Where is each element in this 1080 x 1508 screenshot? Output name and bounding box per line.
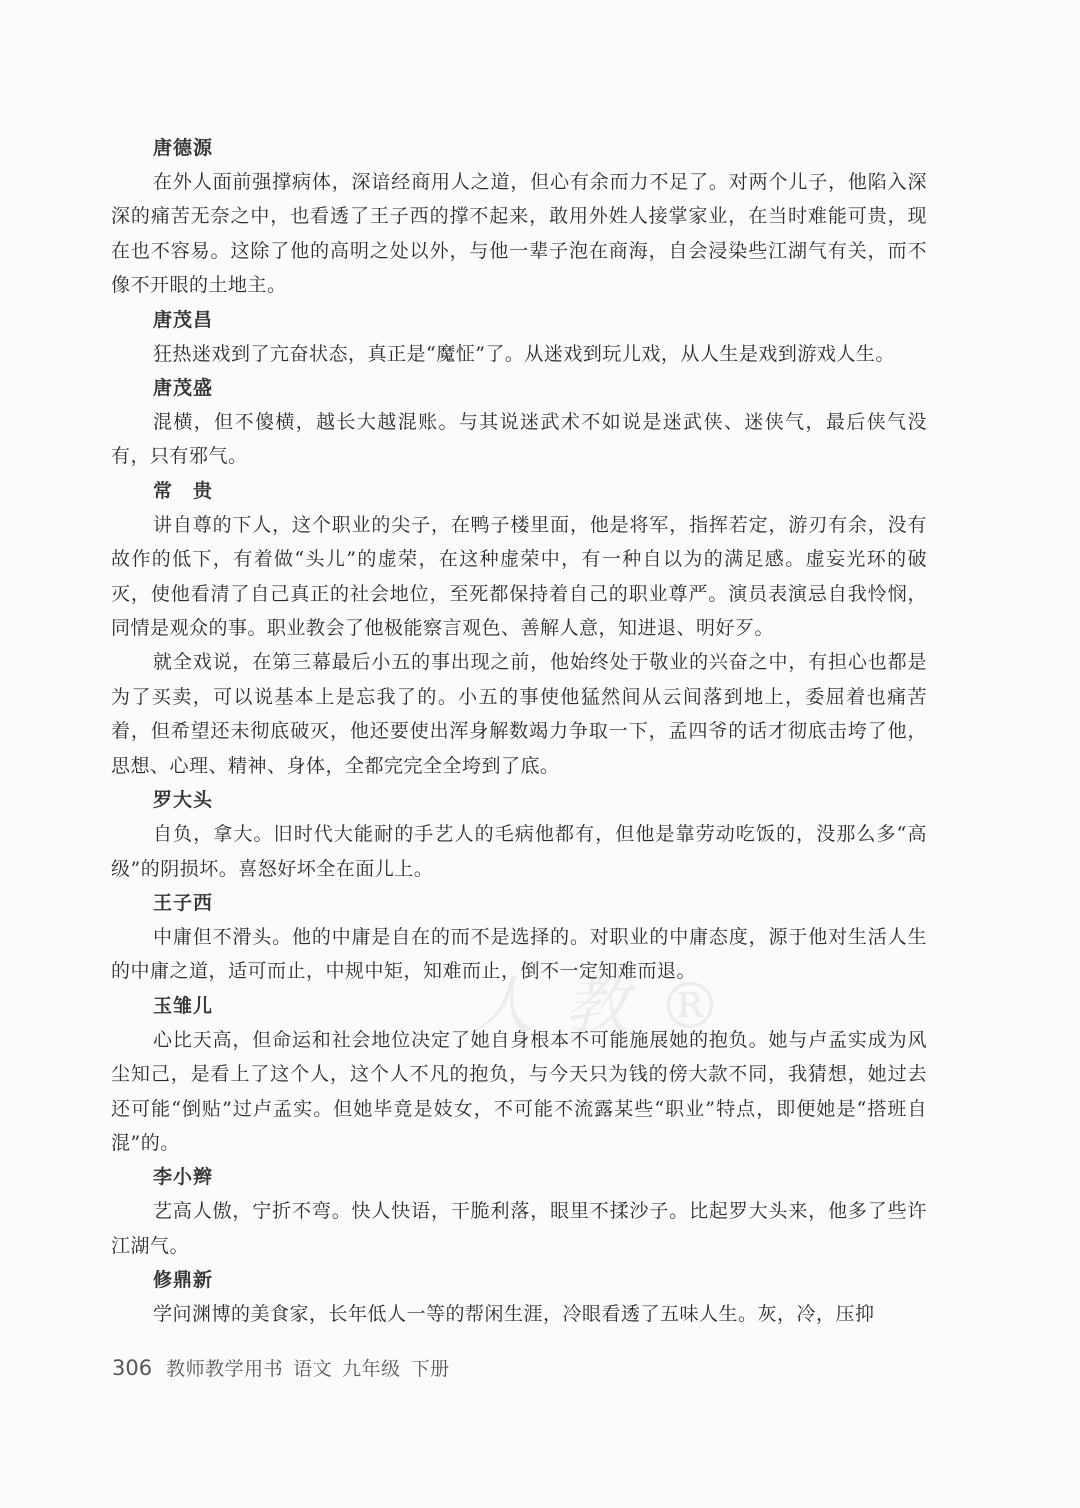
character-section <box>111 1160 927 1263</box>
character-description: 狂热迷戏到了亢奋状态，真正是“魔怔”了。从迷戏到玩儿戏，从人生是戏到游戏人生。 <box>153 342 895 365</box>
character-name: 玉雏儿 <box>153 994 214 1017</box>
page-number: 306 <box>112 1356 153 1380</box>
character-section <box>111 131 927 303</box>
character-name: 唐德源 <box>153 137 214 159</box>
page-footer <box>112 1354 460 1381</box>
character-section <box>111 371 927 474</box>
character-section <box>111 303 927 371</box>
book-title: 教师教学用书 <box>166 1358 284 1380</box>
character-name: 修鼎新 <box>153 1269 214 1292</box>
character-description: 在外人面前强撑病体，深谙经商用人之道，但心有余而力不足了。对两个儿子，他陷入深深的痛苦无奈之中，也看透了王子西的撑不起来，敢用外姓人接掌家业，在当时难能可贵，现在也不容易。这除了他的高明之处以外，与他一辈子泡在商海，自会浸染些江湖气有关，而不像不开眼的土地主。 <box>111 171 927 297</box>
character-description: 自负，拿大。旧时代大能耐的手艺人的毛病他都有，但他是靠劳动吃饭的，没那么多“高级”的阴损坏。喜怒好坏全在面儿上。 <box>111 823 927 880</box>
character-section <box>111 989 927 1161</box>
publisher-watermark: 人教® <box>470 970 752 1044</box>
character-notes <box>111 131 927 1332</box>
character-name: 常 贵 <box>153 479 214 502</box>
subject: 语文 <box>293 1358 333 1380</box>
character-name: 李小辫 <box>153 1166 214 1189</box>
grade: 九年级 <box>342 1358 401 1380</box>
character-description: 学问渊博的美食家，长年低人一等的帮闲生涯，冷眼看透了五味人生。灰，冷，压抑 <box>153 1303 875 1326</box>
character-description: 心比天高，但命运和社会地位决定了她自身根本不可能施展她的抱负。她与卢孟实成为风尘知己，是看上了这个人，这个人不凡的抱负，与今天只为钱的傍大款不同，我猜想，她过去还可能“倒贴”过卢孟实。但她毕竟是妓女，不可能不流露某些“职业”特点，即便她是“搭班自混”的。 <box>111 1028 927 1154</box>
character-section <box>111 474 927 783</box>
character-description: 艺高人傲，宁折不弯。快人快语，干脆利落，眼里不揉沙子。比起罗大头来，他多了些许江湖气。 <box>111 1200 927 1257</box>
volume: 下册 <box>410 1358 450 1380</box>
character-section <box>111 886 927 989</box>
character-description: 混横，但不傻横，越长大越混账。与其说迷武术不如说是迷武侠、迷侠气，最后侠气没有，只有邪气。 <box>111 411 927 468</box>
character-name: 唐茂盛 <box>153 377 214 400</box>
character-name: 罗大头 <box>153 789 214 812</box>
character-name: 唐茂昌 <box>153 308 214 331</box>
character-name: 王子西 <box>153 891 214 914</box>
character-description: 就全戏说，在第三幕最后小五的事出现之前，他始终处于敬业的兴奋之中，有担心也都是为了买卖，可以说基本上是忘我了的。小五的事使他猛然间从云间落到地上，委屈着也痛苦着，但希望还未彻底破灭，他还要使出浑身解数竭力争取一下，孟四爷的话才彻底击垮了他，思想、心理、精神、身体，全都完完全全垮到了底。 <box>111 651 927 777</box>
character-description: 讲自尊的下人，这个职业的尖子，在鸭子楼里面，他是将军，指挥若定，游刃有余，没有故作的低下，有着做“头儿”的虚荣，在这种虚荣中，有一种自以为的满足感。虚妄光环的破灭，使他看清了自己真正的社会地位，至死都保持着自己的职业尊严。演员表演忌自我怜悯，同情是观众的事。职业教会了他极能察言观色、善解人意，知进退、明好歹。 <box>111 513 927 640</box>
character-section <box>111 783 927 886</box>
character-section <box>111 1263 927 1331</box>
character-description: 中庸但不滑头。他的中庸是自在的而不是选择的。对职业的中庸态度，源于他对生活人生的中庸之道，适可而止，中规中矩，知难而止，倒不一定知难而退。 <box>111 925 927 983</box>
